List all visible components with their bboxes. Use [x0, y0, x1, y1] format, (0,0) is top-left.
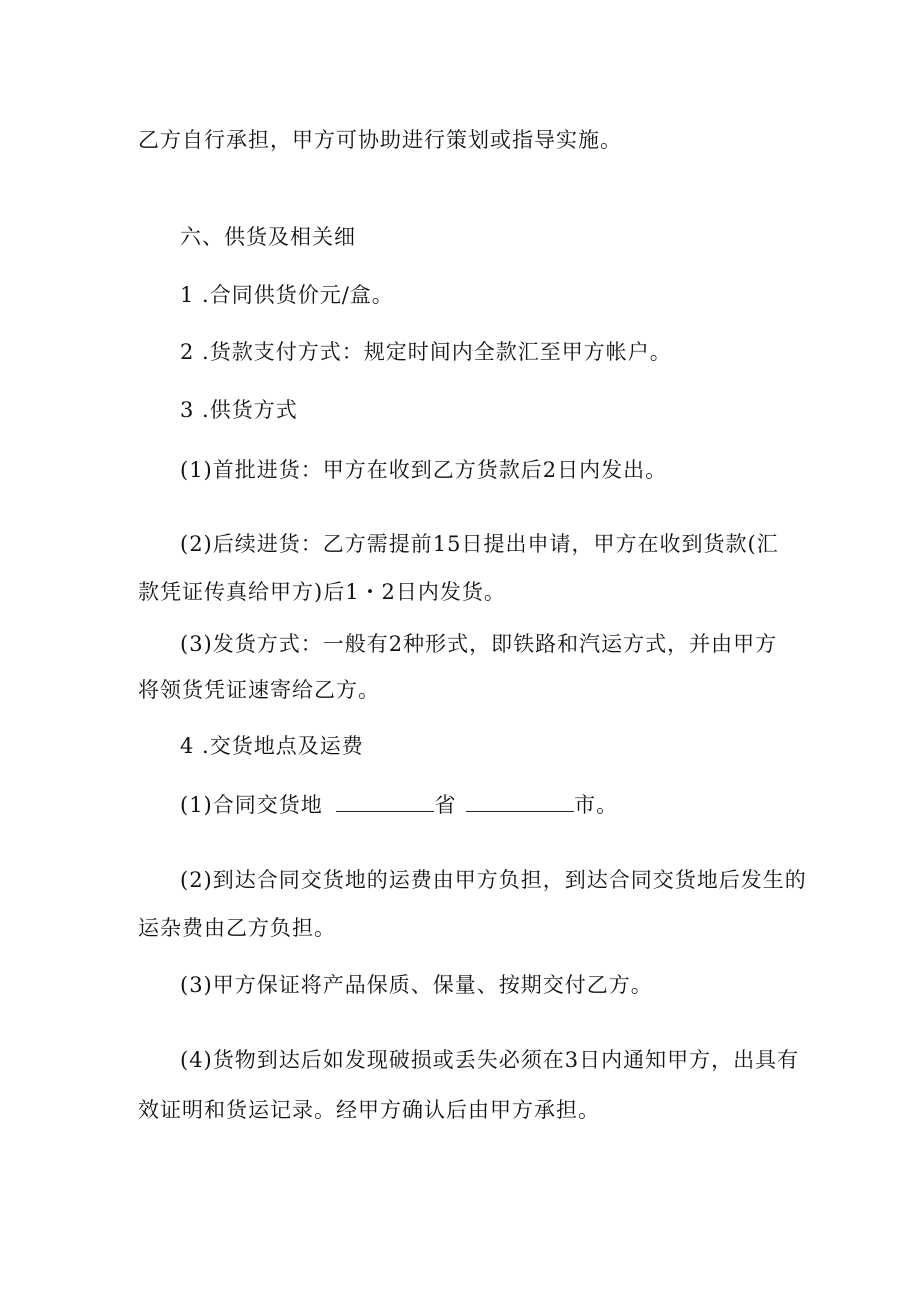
city-label: 市。	[574, 793, 619, 817]
quality-guarantee-line: (3)甲方保证将产品保质、保量、按期交付乙方。	[180, 973, 653, 997]
delivery-place-line	[180, 791, 618, 819]
province-label: 省	[434, 793, 457, 817]
sub-clause-2-line-1: (2)后续进货：乙方需提前15日提出申请，甲方在收到货款(汇	[180, 532, 779, 556]
province-blank	[336, 791, 434, 812]
delivery-freight-line-1: (2)到达合同交货地的运费由甲方负担，到达合同交货地后发生的	[180, 868, 807, 892]
damage-notice-line-1: (4)货物到达后如发现破损或丢失必须在3日内通知甲方，出具有	[180, 1048, 800, 1072]
paragraph-line: 乙方自行承担，甲方可协助进行策划或指导实施。	[138, 128, 622, 152]
delivery-freight-line-2: 运杂费由乙方负担。	[138, 916, 336, 940]
sub-clause-2-line-2: 款凭证传真给甲方)后1・2日内发货。	[138, 580, 506, 604]
city-blank	[466, 791, 574, 812]
damage-notice-line-2: 效证明和货运记录。经甲方确认后由甲方承担。	[138, 1098, 600, 1122]
sub-clause-3-line-1: (3)发货方式：一般有2种形式，即铁路和汽运方式，并由甲方	[180, 632, 778, 656]
clause-2: 2 .货款支付方式：规定时间内全款汇至甲方帐户。	[180, 340, 672, 364]
clause-3: 3 .供货方式	[180, 398, 298, 422]
sub-clause-3-line-2: 将领货凭证速寄给乙方。	[138, 678, 380, 702]
clause-1: 1 .合同供货价元/盒。	[180, 283, 394, 307]
clause-4: 4 .交货地点及运费	[180, 734, 364, 758]
section-heading: 六、供货及相关细	[180, 225, 356, 249]
delivery-place-prefix: (1)合同交货地	[180, 793, 323, 817]
sub-clause-1: (1)首批进货：甲方在收到乙方货款后2日内发出。	[180, 458, 668, 482]
